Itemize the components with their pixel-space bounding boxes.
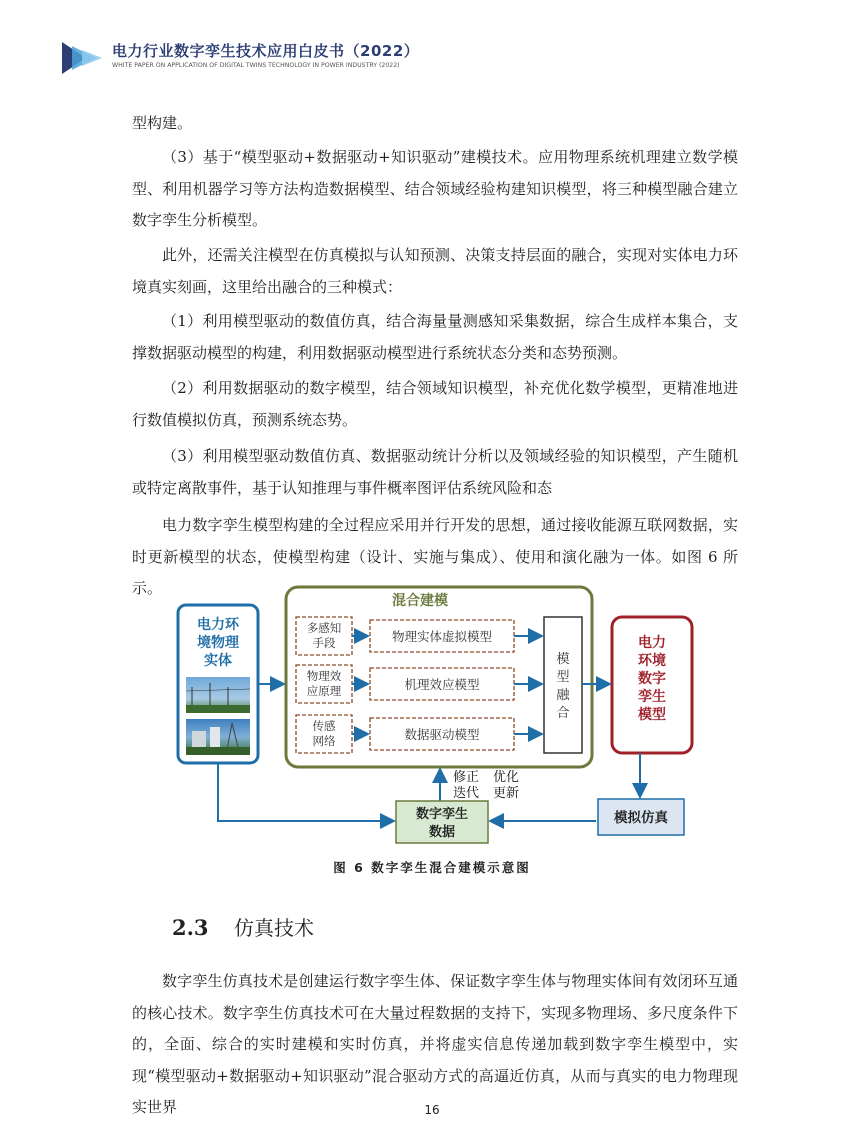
svg-text:多感知: 多感知 bbox=[306, 621, 342, 635]
physical-entity-box bbox=[178, 605, 258, 763]
svg-text:传感: 传感 bbox=[312, 719, 336, 733]
svg-text:应原理: 应原理 bbox=[306, 684, 342, 698]
section-heading bbox=[172, 912, 314, 941]
header-title: 电力行业数字孪生技术应用白皮书（2022） bbox=[112, 42, 420, 60]
paragraph-6: （3）利用模型驱动数值仿真、数据驱动统计分析以及领域经验的知识模型，产生随机或特定离散事件，基于认知推理与事件概率图评估系统风险和态 bbox=[132, 447, 738, 497]
section-paragraph: 数字孪生仿真技术是创建运行数字孪生体、保证数字孪生体与物理实体间有效闭环互通的核心技术。数字孪生仿真技术可在大量过程数据的支持下，实现多物理场、多尺度条件下的，全面、综合的实时建模和实时仿真，并将虚实信息传递加载到数字孪生模型中，实现“模型驱动+数据驱动+知识驱动”混合驱动方式的高逼近仿真，从而与真实的电力物理现实世界 bbox=[132, 972, 738, 1116]
svg-text:模: 模 bbox=[556, 652, 570, 667]
paragraph-3: 此外，还需关注模型在仿真模拟与认知预测、决策支持层面的融合，实现对实体电力环境真实刻画，这里给出融合的三种模式： bbox=[132, 246, 738, 296]
svg-text:数字孪生: 数字孪生 bbox=[415, 807, 469, 822]
svg-text:电力: 电力 bbox=[638, 635, 666, 651]
paragraph-2: （3）基于“模型驱动+数据驱动+知识驱动”建模技术。应用物理系统机理建立数学模型、利用机器学习等方法构造数据模型、结合领域经验构建知识模型，将三种模型融合建立数字孪生分析模型。 bbox=[132, 148, 738, 229]
section-title: 仿真技术 bbox=[234, 916, 314, 940]
page-header bbox=[60, 38, 820, 78]
physical-entity-line-1: 电力环 bbox=[197, 617, 239, 633]
svg-text:合: 合 bbox=[556, 706, 570, 721]
physical-entity-line-3: 实体 bbox=[204, 653, 232, 669]
digital-twin-model-box bbox=[612, 617, 692, 753]
svg-text:机理效应模型: 机理效应模型 bbox=[404, 677, 480, 692]
paragraph-1: 型构建。 bbox=[132, 114, 193, 132]
section-number: 2.3 bbox=[172, 915, 209, 940]
paragraph-5: （2）利用数据驱动的数字模型，结合领域知识模型，补充优化数学模型，更精准地进行数值模拟仿真，预测系统态势。 bbox=[132, 379, 738, 429]
svg-text:手段: 手段 bbox=[312, 636, 336, 650]
svg-text:模型: 模型 bbox=[638, 707, 666, 723]
digital-twin-data-box bbox=[396, 801, 488, 843]
physical-entity-line-2: 境物理 bbox=[197, 635, 239, 651]
page-number: 16 bbox=[424, 1103, 440, 1117]
svg-text:物理效: 物理效 bbox=[306, 669, 342, 683]
paragraph-7: 电力数字孪生模型构建的全过程应采用并行开发的思想，通过接收能源互联网数据，实时更新模型的状态，使模型构建（设计、实施与集成）、使用和演化融为一体。如图 6 所示。 bbox=[132, 516, 738, 597]
svg-text:更新: 更新 bbox=[492, 786, 520, 801]
header-subtitle: WHITE PAPER ON APPLICATION OF DIGITAL TWINS TECHNOLOGY IN POWER INDUSTRY (2022) bbox=[112, 62, 400, 69]
svg-text:物理实体虚拟模型: 物理实体虚拟模型 bbox=[391, 629, 493, 644]
hybrid-modeling-diagram bbox=[170, 583, 700, 851]
svg-text:修正: 修正 bbox=[452, 770, 480, 785]
svg-text:融: 融 bbox=[556, 688, 570, 703]
svg-text:迭代: 迭代 bbox=[452, 786, 480, 801]
svg-text:网络: 网络 bbox=[312, 734, 336, 748]
svg-text:数据驱动模型: 数据驱动模型 bbox=[404, 727, 480, 742]
svg-text:型: 型 bbox=[556, 670, 570, 685]
svg-text:环境: 环境 bbox=[638, 653, 666, 669]
simulation-box bbox=[598, 799, 684, 835]
svg-text:数字: 数字 bbox=[638, 671, 666, 687]
power-station-photo-bottom bbox=[186, 719, 250, 755]
paragraph-4: （1）利用模型驱动的数值仿真，结合海量量测感知采集数据，综合生成样本集合，支撑数据驱动模型的构建，利用数据驱动模型进行系统状态分类和态势预测。 bbox=[132, 312, 738, 362]
svg-text:数据: 数据 bbox=[428, 825, 456, 840]
hybrid-modeling-title: 混合建模 bbox=[392, 593, 448, 609]
power-station-photo-top bbox=[186, 677, 250, 713]
whitepaper-logo-icon bbox=[60, 38, 104, 78]
feedback-labels bbox=[453, 769, 519, 801]
svg-text:孪生: 孪生 bbox=[638, 689, 666, 705]
model-fusion-box bbox=[544, 617, 582, 753]
svg-text:优化: 优化 bbox=[492, 770, 520, 785]
svg-text:模拟仿真: 模拟仿真 bbox=[614, 810, 668, 826]
figure-caption: 图 6 数字孪生混合建模示意图 bbox=[333, 860, 531, 875]
